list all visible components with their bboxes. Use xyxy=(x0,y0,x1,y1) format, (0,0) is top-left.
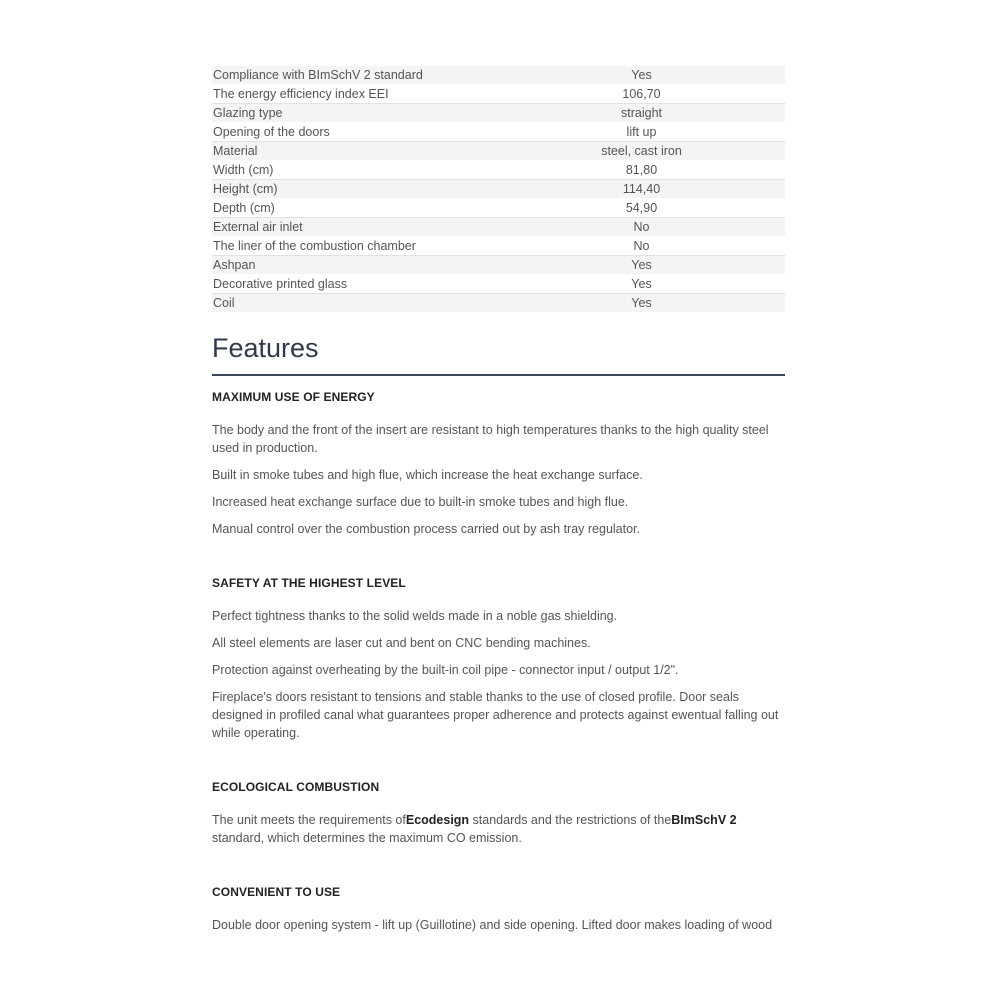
text-run: The unit meets the requirements of xyxy=(212,813,406,827)
spec-label: The liner of the combustion chamber xyxy=(212,237,497,256)
specifications-table xyxy=(212,66,785,313)
spec-label: Coil xyxy=(212,294,497,313)
section-title: ECOLOGICAL COMBUSTION xyxy=(212,780,380,794)
spec-value: No xyxy=(497,218,785,237)
spec-label: Opening of the doors xyxy=(212,123,497,142)
table-row xyxy=(212,256,785,275)
paragraph: Built in smoke tubes and high flue, which increase the heat exchange surface. xyxy=(212,468,643,482)
bold-term-bimschv: BImSchV 2 xyxy=(671,813,737,827)
table-row xyxy=(212,180,785,199)
spec-label: Depth (cm) xyxy=(212,199,497,218)
paragraph: Protection against overheating by the built-in coil pipe - connector input / output 1/2". xyxy=(212,663,679,677)
table-row xyxy=(212,85,785,104)
spec-label: External air inlet xyxy=(212,218,497,237)
table-row xyxy=(212,142,785,161)
spec-value: 106,70 xyxy=(497,85,785,104)
spec-label: Glazing type xyxy=(212,104,497,123)
section-title: SAFETY AT THE HIGHEST LEVEL xyxy=(212,576,406,590)
spec-value: Yes xyxy=(497,66,785,85)
paragraph: Fireplace's doors resistant to tensions and stable thanks to the use of closed profile. Door seals designed in profiled canal what guarantees proper adherence and protects against ewentual falling out while operating. xyxy=(212,690,779,740)
features-heading: Features xyxy=(212,331,785,376)
spec-label: Ashpan xyxy=(212,256,497,275)
spec-value: 114,40 xyxy=(497,180,785,199)
section-safety xyxy=(212,575,785,742)
paragraph: Manual control over the combustion process carried out by ash tray regulator. xyxy=(212,522,640,536)
paragraph: Perfect tightness thanks to the solid welds made in a noble gas shielding. xyxy=(212,609,618,623)
paragraph: Increased heat exchange surface due to built-in smoke tubes and high flue. xyxy=(212,495,629,509)
product-description xyxy=(212,66,785,943)
spec-label: Height (cm) xyxy=(212,180,497,199)
spec-value: straight xyxy=(497,104,785,123)
paragraph: Double door opening system - lift up (Guillotine) and side opening. Lifted door makes loading of wood xyxy=(212,918,773,932)
spec-value: 81,80 xyxy=(497,161,785,180)
section-energy xyxy=(212,389,785,538)
table-row xyxy=(212,161,785,180)
section-convenient xyxy=(212,884,785,934)
paragraph: The body and the front of the insert are resistant to high temperatures thanks to the high quality steel used in production. xyxy=(212,423,769,455)
section-ecological xyxy=(212,779,785,847)
spec-label: The energy efficiency index EEI xyxy=(212,85,497,104)
spec-value: Yes xyxy=(497,275,785,294)
section-title: MAXIMUM USE OF ENERGY xyxy=(212,390,375,404)
table-row xyxy=(212,123,785,142)
paragraph: All steel elements are laser cut and bent on CNC bending machines. xyxy=(212,636,591,650)
spec-value: Yes xyxy=(497,256,785,275)
spec-value: Yes xyxy=(497,294,785,313)
spec-label: Material xyxy=(212,142,497,161)
table-row xyxy=(212,199,785,218)
table-row xyxy=(212,275,785,294)
table-row xyxy=(212,104,785,123)
paragraph xyxy=(212,811,785,847)
section-title: CONVENIENT TO USE xyxy=(212,885,341,899)
spec-value: steel, cast iron xyxy=(497,142,785,161)
table-row xyxy=(212,66,785,85)
spec-value: No xyxy=(497,237,785,256)
table-row xyxy=(212,294,785,313)
spec-label: Decorative printed glass xyxy=(212,275,497,294)
table-row xyxy=(212,218,785,237)
spec-label: Width (cm) xyxy=(212,161,497,180)
text-run: standards and the restrictions of the xyxy=(469,813,672,827)
text-run: standard, which determines the maximum CO emission. xyxy=(212,831,522,845)
bold-term-ecodesign: Ecodesign xyxy=(405,813,470,827)
spec-value: 54,90 xyxy=(497,199,785,218)
table-row xyxy=(212,237,785,256)
spec-label: Compliance with BImSchV 2 standard xyxy=(212,66,497,85)
spec-value: lift up xyxy=(497,123,785,142)
